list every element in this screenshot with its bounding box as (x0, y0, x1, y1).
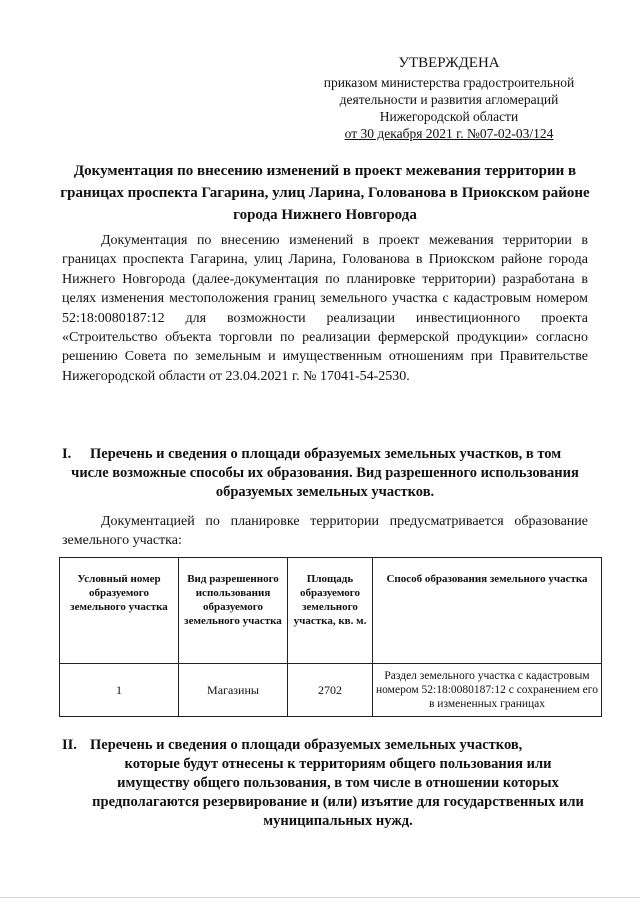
cell-use: Магазины (179, 664, 288, 717)
section-1-paragraph: Документацией по планировке территории предусматривается образование земельного участка: (62, 514, 588, 549)
header-use: Вид разрешенного использования образуемого земельного участка (179, 558, 288, 664)
approval-line: Нижегородской области (379, 109, 519, 124)
table-row (60, 664, 602, 717)
cell-number: 1 (60, 664, 179, 717)
approval-title: УТВЕРЖДЕНА (398, 55, 500, 71)
header-number: Условный номер образуемого земельного участка (60, 558, 179, 664)
approval-stamp (318, 54, 580, 142)
section-2-number: II. (62, 737, 77, 753)
approval-line: деятельности и развития агломераций (339, 92, 559, 107)
header-area: Площадь образуемого земельного участка, кв. м. (288, 558, 373, 664)
section-1-heading-rest: числе возможные способы их образования. Вид разрешенного использования образуемых земельных участков. (71, 465, 579, 500)
approval-line: приказом министерства градостроительной (323, 75, 575, 90)
header-method: Способ образования земельного участка (373, 558, 602, 664)
cell-method: Раздел земельного участка с кадастровым номером 52:18:0080187:12 с сохранением его в измененных границах (373, 664, 602, 717)
intro-paragraph: Документация по внесению изменений в проект межевания территории в границах проспекта Гагарина, улиц Ларина, Голованова в Приокском районе города Нижнего Новгорода (далее-документация по планировке территории) разработана в целях изменения местоположения границ земельного участка с кадастровым номером 52:18:0080187:12 для возможности реализации инвестиционного проекта «Строительство объекта торговли по реализации фермерской продукции» согласно решению Совета по земельным и имущественным отношениям при Правительстве Нижегородской области от 23.04.2021 г. № 17041-54-2530. (62, 233, 588, 384)
parcels-table (59, 557, 602, 717)
section-1-heading-line1: Перечень и сведения о площади образуемых земельных участков, в том (90, 446, 562, 462)
order-number: от 30 декабря 2021 г. №07-02-03/124 (344, 126, 554, 141)
section-2-heading-line1: Перечень и сведения о площади образуемых земельных участков, (90, 737, 523, 753)
section-1-number: I. (62, 446, 72, 462)
cell-area: 2702 (288, 664, 373, 717)
section-2-heading-rest: которые будут отнесены к территориям общего пользования или имуществу общего пользования, в том числе в отношении которых предполагаются резервирование и (или) изъятие для государственных или муниципальных нужд. (92, 756, 584, 829)
scan-artifact (0, 897, 640, 898)
section-1-heading (62, 445, 588, 502)
document-title: Документация по внесению изменений в проект межевания территории в границах проспекта Гагарина, улиц Ларина, Голованова в Приокском районе города Нижнего Новгорода (60, 163, 590, 223)
section-2-heading (62, 736, 588, 831)
table-header-row (60, 558, 602, 664)
